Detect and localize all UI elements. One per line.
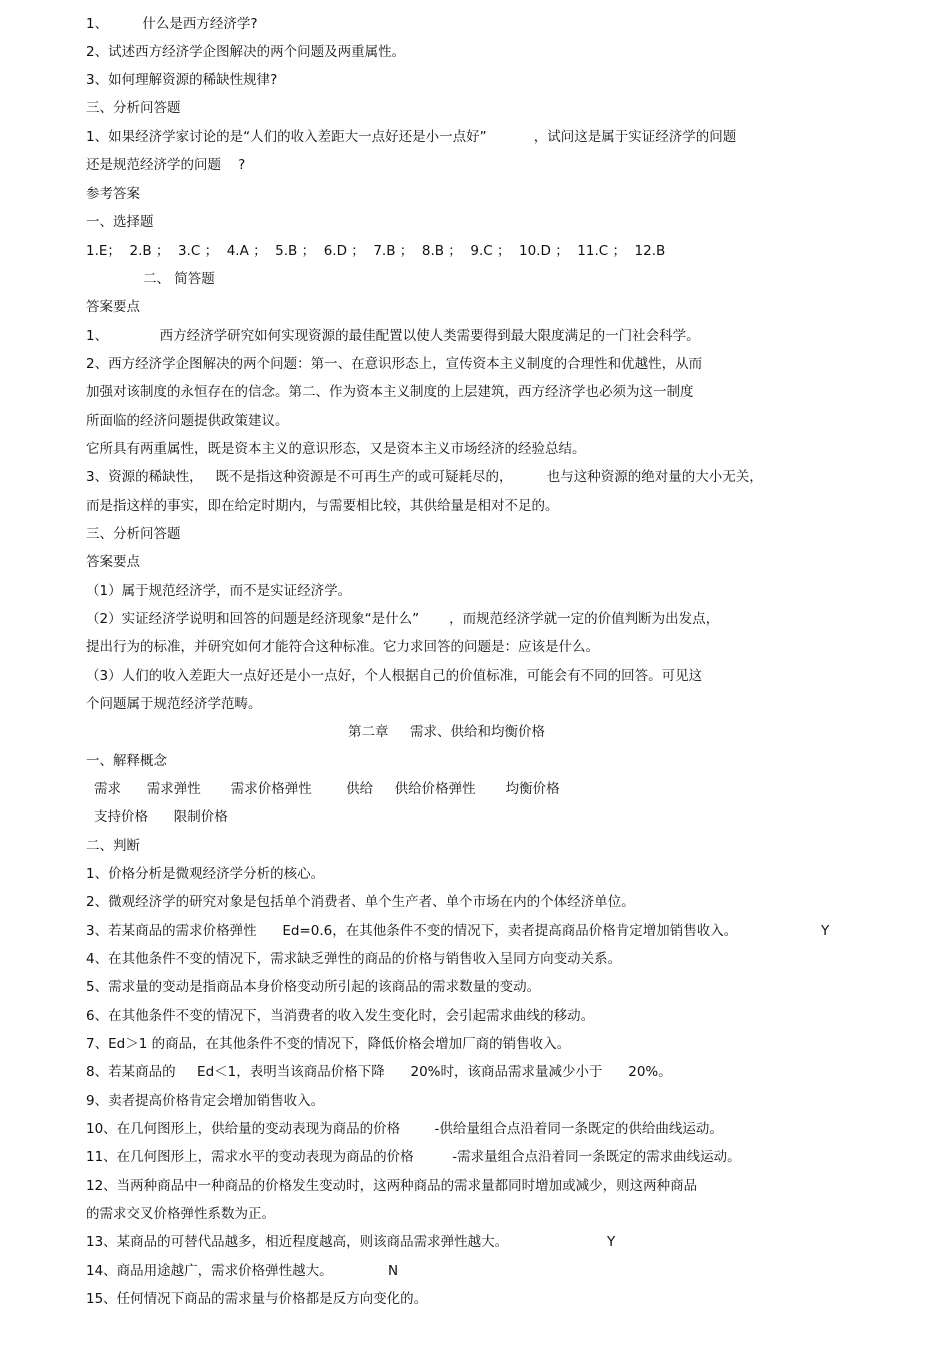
text-line: （2）实证经济学说明和回答的问题是经济现象“是什么” ，而规范经济学就一定的价值判断为出发点， bbox=[86, 611, 720, 627]
text-line: 1、 什么是西方经济学? bbox=[86, 16, 258, 32]
text-line: Y bbox=[607, 1234, 616, 1250]
text-line: N bbox=[388, 1263, 399, 1279]
text-line: 14、商品用途越广，需求价格弹性越大。 bbox=[86, 1263, 333, 1279]
text-line: 所面临的经济问题提供政策建议。 bbox=[86, 413, 289, 429]
text-line: 2、西方经济学企图解决的两个问题：第一、在意识形态上，宣传资本主义制度的合理性和优越性，从而 bbox=[86, 356, 703, 372]
text-line: 3、若某商品的需求价格弹性 Ed=0.6，在其他条件不变的情况下，卖者提高商品价格肯定增加销售收入。 bbox=[86, 923, 738, 939]
text-line: 还是规范经济学的问题 ? bbox=[86, 157, 246, 173]
text-line: 一、解释概念 bbox=[86, 753, 167, 769]
text-line: 2、试述西方经济学企图解决的两个问题及两重属性。 bbox=[86, 44, 406, 60]
text-line: 1、 西方经济学研究如何实现资源的最佳配置以使人类需要得到最大限度满足的一门社会科学。 bbox=[86, 328, 700, 344]
text-line: 5、需求量的变动是指商品本身价格变动所引起的该商品的需求数量的变动。 bbox=[86, 979, 541, 995]
text-line: Y bbox=[821, 923, 830, 939]
text-line: 的需求交叉价格弹性系数为正。 bbox=[86, 1206, 275, 1222]
text-line: 3、资源的稀缺性， 既不是指这种资源是不可再生产的或可疑耗尽的， 也与这种资源的绝对量的大小无关， bbox=[86, 469, 763, 485]
text-line: 支持价格 限制价格 bbox=[94, 809, 228, 825]
text-line: 一、选择题 bbox=[86, 214, 154, 230]
text-line: 二、判断 bbox=[86, 838, 140, 854]
text-line: 4、在其他条件不变的情况下，需求缺乏弹性的商品的价格与销售收入呈同方向变动关系。 bbox=[86, 951, 622, 967]
text-line: 二、 简答题 bbox=[143, 271, 215, 287]
text-line: 三、分析问答题 bbox=[86, 526, 181, 542]
text-line: 7、Ed＞1 的商品，在其他条件不变的情况下，降低价格会增加厂商的销售收入。 bbox=[86, 1036, 571, 1052]
text-line: 15、任何情况下商品的需求量与价格都是反方向变化的。 bbox=[86, 1291, 428, 1307]
text-line: 1、如果经济学家讨论的是“人们的收入差距大一点好还是小一点好” ，试问这是属于实证经济学的问题 bbox=[86, 129, 737, 145]
text-line: 1.E； 2.B ； 3.C ； 4.A ； 5.B ； 6.D ； 7.B ； 8.B ； 9.C ； 10.D ； 11.C ； 12.B bbox=[86, 243, 666, 259]
text-line: （3）人们的收入差距大一点好还是小一点好，个人根据自己的价值标准，可能会有不同的回答。可见这 bbox=[86, 668, 703, 684]
text-line: 6、在其他条件不变的情况下，当消费者的收入发生变化时，会引起需求曲线的移动。 bbox=[86, 1008, 595, 1024]
text-line: 12、当两种商品中一种商品的价格发生变动时，这两种商品的需求量都同时增加或减少，则这两种商品 bbox=[86, 1178, 698, 1194]
text-line: 1、价格分析是微观经济学分析的核心。 bbox=[86, 866, 325, 882]
text-line: 8、若某商品的 Ed＜1，表明当该商品价格下降 20%时，该商品需求量减少小于 20%。 bbox=[86, 1064, 672, 1080]
text-line: 10、在几何图形上，供给量的变动表现为商品的价格 -供给量组合点沿着同一条既定的供给曲线运动。 bbox=[86, 1121, 723, 1137]
text-line: 提出行为的标准，并研究如何才能符合这种标准。它力求回答的问题是：应该是什么。 bbox=[86, 639, 599, 655]
text-line: 第二章 需求、供给和均衡价格 bbox=[348, 724, 545, 740]
text-line: 2、微观经济学的研究对象是包括单个消费者、单个生产者、单个市场在内的个体经济单位。 bbox=[86, 894, 635, 910]
text-line: 3、如何理解资源的稀缺性规律? bbox=[86, 72, 278, 88]
text-line: 13、某商品的可替代品越多，相近程度越高，则该商品需求弹性越大。 bbox=[86, 1234, 509, 1250]
text-line: 参考答案 bbox=[86, 186, 140, 202]
text-line: （1）属于规范经济学，而不是实证经济学。 bbox=[86, 583, 352, 599]
text-line: 三、分析问答题 bbox=[86, 100, 181, 116]
text-line: 11、在几何图形上，需求水平的变动表现为商品的价格 -需求量组合点沿着同一条既定的需求曲线运动。 bbox=[86, 1149, 741, 1165]
text-line: 而是指这样的事实，即在给定时期内，与需要相比较，其供给量是相对不足的。 bbox=[86, 498, 559, 514]
text-line: 个问题属于规范经济学范畴。 bbox=[86, 696, 262, 712]
text-line: 答案要点 bbox=[86, 554, 140, 570]
text-line: 加强对该制度的永恒存在的信念。第二、作为资本主义制度的上层建筑，西方经济学也必须为这一制度 bbox=[86, 384, 694, 400]
text-line: 需求 需求弹性 需求价格弹性 供给 供给价格弹性 均衡价格 bbox=[94, 781, 560, 797]
text-line: 9、卖者提高价格肯定会增加销售收入。 bbox=[86, 1093, 325, 1109]
text-line: 它所具有两重属性，既是资本主义的意识形态，又是资本主义市场经济的经验总结。 bbox=[86, 441, 586, 457]
text-line: 答案要点 bbox=[86, 299, 140, 315]
